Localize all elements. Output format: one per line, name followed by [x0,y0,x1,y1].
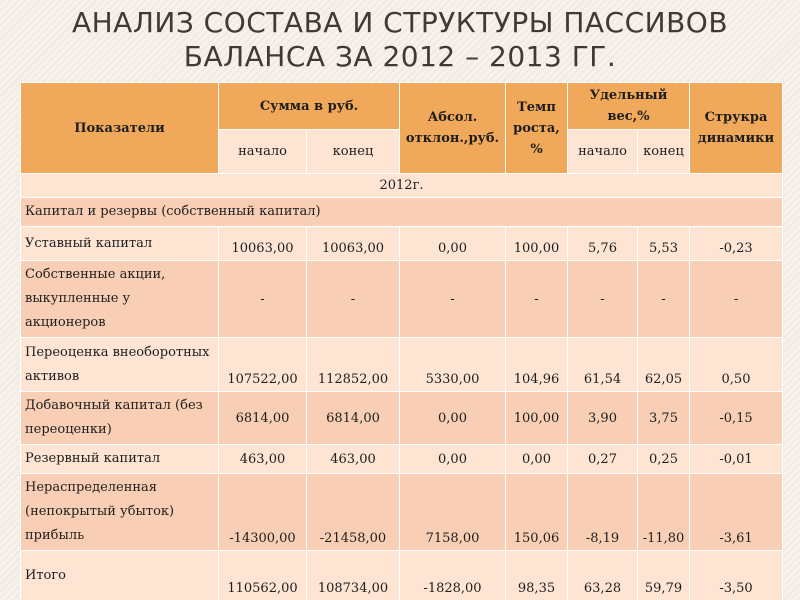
table-container [20,82,782,600]
year-row: 2012г. [21,174,783,198]
table-row [21,445,783,474]
cell-dynamics: 0,50 [690,338,783,392]
row-label: Добавочный капитал (без переоценки) [21,392,219,445]
header-share-start: начало [568,130,638,174]
cell-end: 108734,00 [307,551,400,600]
cell-share-start: 61,54 [568,338,638,392]
cell-share-end: 0,25 [638,445,690,474]
cell-share-start: 0,27 [568,445,638,474]
cell-share-end: 5,53 [638,227,690,261]
cell-end: 10063,00 [307,227,400,261]
cell-abs: 0,00 [400,445,506,474]
cell-share-start: 3,90 [568,392,638,445]
cell-abs: - [400,261,506,338]
cell-share-start: 63,28 [568,551,638,600]
cell-dynamics: - [690,261,783,338]
cell-dynamics: -3,50 [690,551,783,600]
cell-end: -21458,00 [307,474,400,551]
cell-end: 6814,00 [307,392,400,445]
header-share: Удельный вес,% [568,83,690,130]
header-growth: Темп роста, % [506,83,568,174]
cell-share-start: 5,76 [568,227,638,261]
cell-start: 107522,00 [219,338,307,392]
liabilities-table [20,82,783,600]
cell-share-start: - [568,261,638,338]
cell-start: 110562,00 [219,551,307,600]
cell-share-end: 3,75 [638,392,690,445]
cell-share-start: -8,19 [568,474,638,551]
row-label: Уставный капитал [21,227,219,261]
row-label: Резервный капитал [21,445,219,474]
cell-growth: - [506,261,568,338]
cell-end: 463,00 [307,445,400,474]
cell-abs: 5330,00 [400,338,506,392]
cell-dynamics: -0,23 [690,227,783,261]
header-end: конец [307,130,400,174]
cell-start: 10063,00 [219,227,307,261]
cell-start: -14300,00 [219,474,307,551]
cell-share-end: 62,05 [638,338,690,392]
cell-growth: 98,35 [506,551,568,600]
section-row: Капитал и резервы (собственный капитал) [21,198,783,227]
slide-title [0,6,800,74]
cell-share-end: -11,80 [638,474,690,551]
cell-growth: 100,00 [506,392,568,445]
header-indicators: Показатели [21,83,219,174]
header-start: начало [219,130,307,174]
header-amount: Сумма в руб. [219,83,400,130]
table-row [21,551,783,600]
cell-growth: 150,06 [506,474,568,551]
cell-start: - [219,261,307,338]
cell-growth: 0,00 [506,445,568,474]
table-row [21,338,783,392]
table-body [21,227,783,600]
title-line-2: БАЛАНСА ЗА 2012 – 2013 ГГ. [183,40,617,73]
row-label: Переоценка внеоборотных активов [21,338,219,392]
cell-abs: 7158,00 [400,474,506,551]
cell-abs: 0,00 [400,392,506,445]
cell-dynamics: -0,01 [690,445,783,474]
title-line-1: АНАЛИЗ СОСТАВА И СТРУКТУРЫ ПАССИВОВ [71,6,729,39]
table-row [21,261,783,338]
header-share-end: конец [638,130,690,174]
row-label: Нераспределенная (непокрытый убыток) прибыль [21,474,219,551]
cell-abs: 0,00 [400,227,506,261]
cell-dynamics: -0,15 [690,392,783,445]
row-label: Итого [21,551,219,600]
cell-start: 463,00 [219,445,307,474]
table-row [21,392,783,445]
cell-share-end: - [638,261,690,338]
table-row [21,474,783,551]
header-abs: Абсол. отклон.,руб. [400,83,506,174]
row-label: Собственные акции, выкупленные у акционеров [21,261,219,338]
cell-share-end: 59,79 [638,551,690,600]
table-row [21,227,783,261]
cell-end: - [307,261,400,338]
cell-end: 112852,00 [307,338,400,392]
cell-start: 6814,00 [219,392,307,445]
cell-growth: 104,96 [506,338,568,392]
cell-dynamics: -3,61 [690,474,783,551]
cell-growth: 100,00 [506,227,568,261]
cell-abs: -1828,00 [400,551,506,600]
header-dynamics: Струкра динамики [690,83,783,174]
